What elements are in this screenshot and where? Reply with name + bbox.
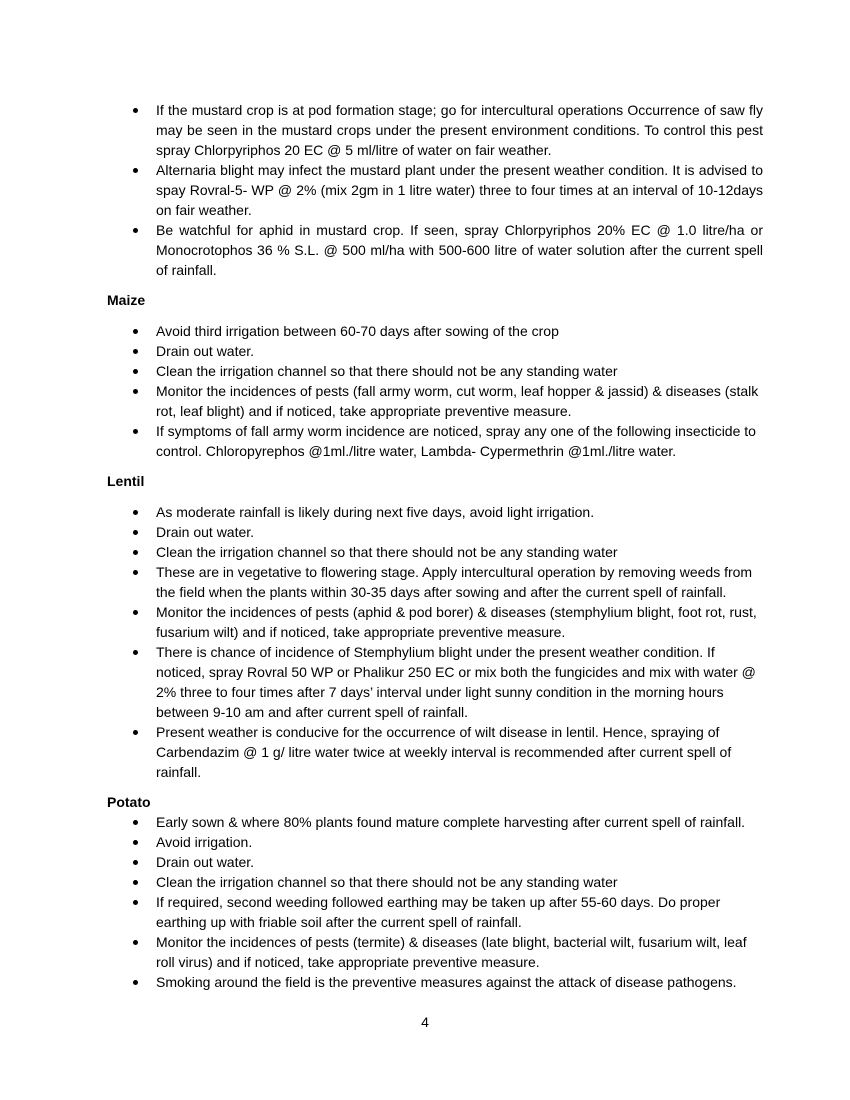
lentil-heading: Lentil <box>107 473 145 489</box>
potato-advisory-list <box>107 812 763 992</box>
list-item: Drain out water. <box>107 852 763 872</box>
list-item: Smoking around the field is the preventive measures against the attack of disease pathogens. <box>107 972 763 992</box>
list-item: Present weather is conducive for the occurrence of wilt disease in lentil. Hence, spraying of Carbendazim @ 1 g/ litre water twice at weekly interval is recommended after current spell of rainfall. <box>107 722 763 782</box>
list-item: Early sown & where 80% plants found mature complete harvesting after current spell of rainfall. <box>107 812 763 832</box>
list-item: Drain out water. <box>107 341 763 361</box>
potato-heading: Potato <box>107 794 151 810</box>
maize-advisory-list <box>107 321 763 461</box>
list-item: If symptoms of fall army worm incidence are noticed, spray any one of the following insecticide to control. Chloropyrephos @1ml./litre water, Lambda- Cypermethrin @1ml./litre water. <box>107 421 763 461</box>
list-item: Clean the irrigation channel so that there should not be any standing water <box>107 361 763 381</box>
page-content <box>107 100 763 992</box>
list-item: Monitor the incidences of pests (fall army worm, cut worm, leaf hopper & jassid) & diseases (stalk rot, leaf blight) and if noticed, take appropriate preventive measure. <box>107 381 763 421</box>
list-item: Monitor the incidences of pests (aphid & pod borer) & diseases (stemphylium blight, foot rot, rust, fusarium wilt) and if noticed, take appropriate preventive measure. <box>107 602 763 642</box>
mustard-advisory-list <box>107 100 763 280</box>
list-item: Be watchful for aphid in mustard crop. If seen, spray Chlorpyriphos 20% EC @ 1.0 litre/ha or Monocrotophos 36 % S.L. @ 500 ml/ha with 500-600 litre of water solution after the current spell of rainfall. <box>107 220 763 280</box>
list-item: If the mustard crop is at pod formation stage; go for intercultural operations Occurrence of saw fly may be seen in the mustard crops under the present environment conditions. To control this pest spray Chlorpyriphos 20 EC @ 5 ml/litre of water on fair weather. <box>107 100 763 160</box>
page-number: 4 <box>421 1014 429 1030</box>
list-item: There is chance of incidence of Stemphylium blight under the present weather condition. If noticed, spray Rovral 50 WP or Phalikur 250 EC or mix both the fungicides and mix with water @ 2% three to four times after 7 days’ interval under light sunny condition in the morning hours between 9-10 am and after current spell of rainfall. <box>107 642 763 722</box>
list-item: Clean the irrigation channel so that there should not be any standing water <box>107 872 763 892</box>
list-item: Monitor the incidences of pests (termite) & diseases (late blight, bacterial wilt, fusarium wilt, leaf roll virus) and if noticed, take appropriate preventive measure. <box>107 932 763 972</box>
maize-heading: Maize <box>107 292 146 308</box>
list-item: Avoid third irrigation between 60-70 days after sowing of the crop <box>107 321 763 341</box>
list-item: Clean the irrigation channel so that there should not be any standing water <box>107 542 763 562</box>
list-item: If required, second weeding followed earthing may be taken up after 55-60 days. Do proper earthing up with friable soil after the current spell of rainfall. <box>107 892 763 932</box>
list-item: These are in vegetative to flowering stage. Apply intercultural operation by removing weeds from the field when the plants within 30-35 days after sowing and after the current spell of rainfall. <box>107 562 763 602</box>
list-item: As moderate rainfall is likely during next five days, avoid light irrigation. <box>107 502 763 522</box>
lentil-advisory-list <box>107 502 763 782</box>
list-item: Alternaria blight may infect the mustard plant under the present weather condition. It is advised to spay Rovral-5- WP @ 2% (mix 2gm in 1 litre water) three to four times at an interval of 10-12days on fair weather. <box>107 160 763 220</box>
list-item: Avoid irrigation. <box>107 832 763 852</box>
list-item: Drain out water. <box>107 522 763 542</box>
